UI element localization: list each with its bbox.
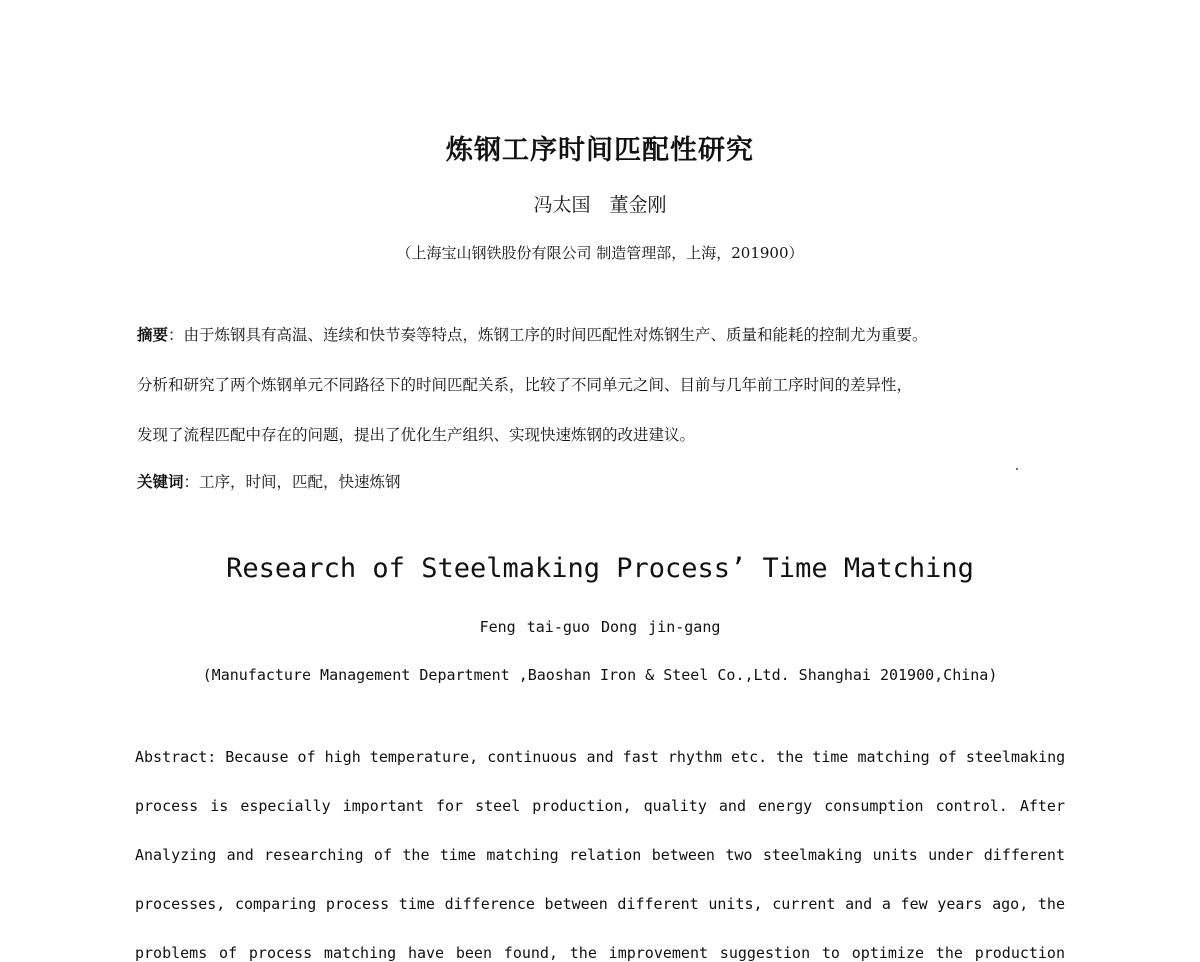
scan-dot	[1016, 468, 1018, 470]
english-title: Research of Steelmaking Process’ Time Matching	[226, 553, 974, 584]
chinese-abstract-label: 摘要	[137, 326, 169, 344]
chinese-keywords-text: ：工序，时间，匹配，快速炼钢	[183, 473, 401, 491]
english-abstract-line-3: Analyzing and researching of the time matching relation between two steelmaking units under different	[135, 846, 1065, 864]
chinese-abstract-text-1: ：由于炼钢具有高温、连续和快节奏等特点，炼钢工序的时间匹配性对炼钢生产、质量和能耗的控制尤为重要。	[168, 326, 928, 344]
chinese-title: 炼钢工序时间匹配性研究	[446, 135, 754, 166]
chinese-abstract-line-3: 发现了流程匹配中存在的问题，提出了优化生产组织、实现快速炼钢的改进建议。	[137, 426, 696, 444]
english-abstract-line-4: processes, comparing process time difference between different units, current and a few years ago, the	[135, 895, 1065, 913]
english-abstract-line-1: Abstract: Because of high temperature, continuous and fast rhythm etc. the time matching of steelmaking	[135, 748, 1066, 766]
english-affiliation: (Manufacture Management Department ,Baoshan Iron & Steel Co.,Ltd. Shanghai 201900,China)	[202, 666, 998, 684]
english-abstract-line-5: problems of process matching have been found, the improvement suggestion to optimize the production	[135, 944, 1065, 962]
english-abstract-line-2: process is especially important for steel production, quality and energy consumption control. After	[135, 797, 1065, 815]
chinese-authors: 冯太国 董金刚	[533, 194, 667, 216]
english-authors: Feng tai-guo Dong jin-gang	[479, 618, 721, 636]
chinese-affiliation: （上海宝山钢铁股份有限公司 制造管理部，上海，201900）	[396, 244, 804, 262]
chinese-abstract-line-2: 分析和研究了两个炼钢单元不同路径下的时间匹配关系，比较了不同单元之间、目前与几年前工序时间的差异性，	[137, 376, 913, 394]
chinese-keywords	[137, 470, 1077, 492]
chinese-abstract-line-1	[137, 323, 1077, 345]
chinese-keywords-label: 关键词	[137, 473, 184, 491]
